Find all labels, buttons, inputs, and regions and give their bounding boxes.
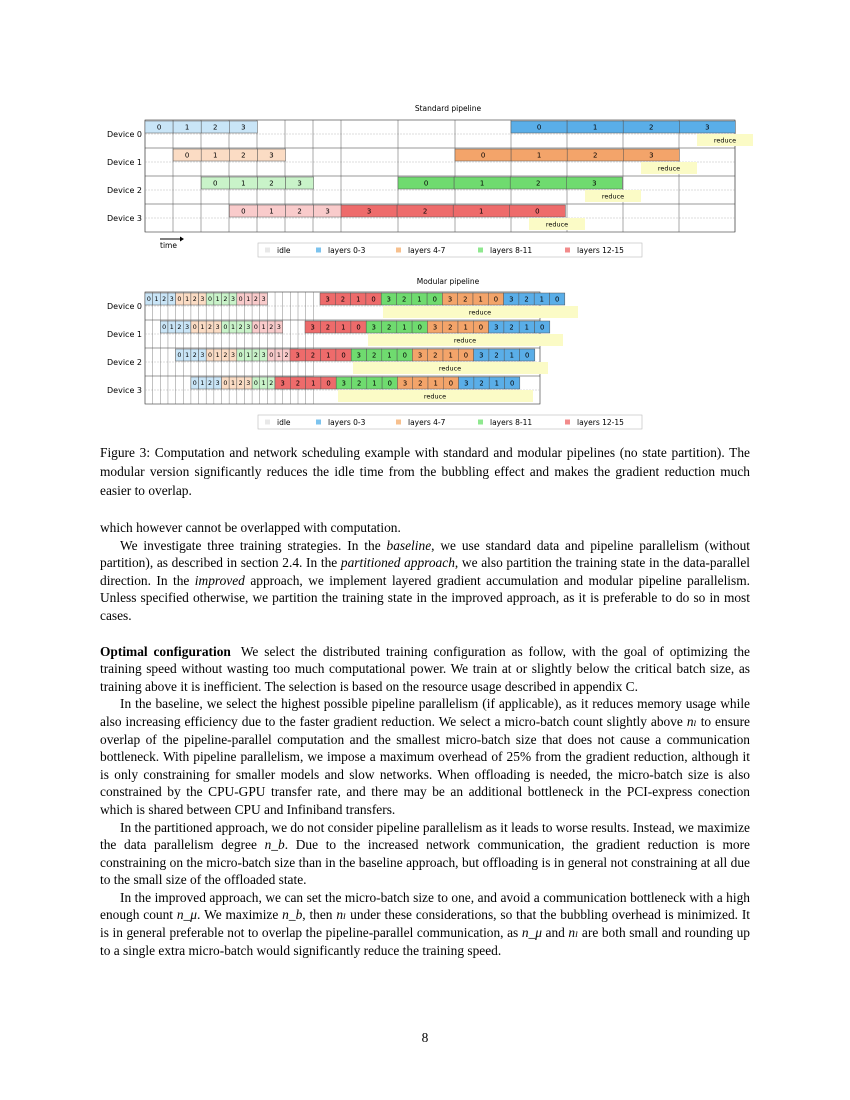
mod-forward-cell-label: 3 [246,380,251,388]
mod-device-label: Device 1 [107,330,142,339]
legend-label: idle [277,418,291,427]
mod-backward-cell-label: 0 [448,379,454,388]
legend-label: layers 8-11 [490,418,533,427]
mod-forward-cell-label: 1 [154,296,159,304]
mod-forward-cell-label: 0 [162,324,167,332]
mod-forward-cell-label: 2 [238,324,243,332]
std-backward-cell-label: 2 [649,123,654,132]
paragraph-strategies: We investigate three training strategies. In the baseline, we use standard data and pipeline parallelism (without partition), as described in section 2.4. In the partitioned approach, we also partition the training state in the data-parallel direction. In the improved approach, we implement layered gradient accumulation and modular pipeline parallelism. Unless specified otherwise, we partition the training state in the improved approach, as it is preferable to do so in most cases. [100,537,750,623]
paragraph-improved: In the improved approach, we can set the micro-batch size to one, and avoid a communication bottleneck with a high enough count n_μ. We maximize n_b, then nₗ under these considerations, so that the bubbling overhead is minimized. It is in general preferable not to overlap the pipeline-parallel communication, as n_μ and nₗ are both small and rounding up to a single extra micro-batch would significantly reduce the training speed. [100,889,751,958]
std-reduce-label: reduce [601,192,625,201]
mod-forward-cell-label: 2 [253,296,258,304]
mod-forward-cell-label: 2 [177,324,182,332]
legend-swatch [565,420,570,425]
mod-forward-cell-label: 1 [276,352,281,360]
std-backward-cell-label: 3 [649,151,654,160]
std-device-label: Device 0 [107,130,142,139]
figure-caption [100,443,750,500]
std-forward-cell-label: 3 [325,207,330,216]
standard-pipeline-chart [107,104,753,257]
mod-backward-cell-label: 1 [311,379,316,388]
mod-backward-cell-label: 2 [524,295,529,304]
mod-backward-cell-label: 3 [479,351,484,360]
paragraph-heading: Optimal configuration [100,643,231,659]
mod-backward-cell-label: 1 [539,295,545,304]
mod-backward-cell-label: 0 [524,351,530,360]
mod-backward-cell-label: 1 [387,351,392,360]
mod-forward-cell-label: 3 [276,324,281,332]
mod-backward-cell-label: 0 [402,351,407,360]
mod-backward-cell-label: 2 [386,323,392,332]
std-backward-cell-label: 0 [536,123,542,132]
std-forward-cell-label: 0 [184,151,190,160]
std-forward-cell-label: 2 [213,123,218,132]
mod-forward-cell-label: 0 [253,324,258,332]
mod-backward-cell-label: 2 [356,379,362,388]
std-forward-cell-label: 3 [297,179,302,188]
mod-forward-cell-label: 3 [261,296,266,304]
std-reduce-label: reduce [545,220,569,229]
mod-backward-cell-label: 3 [341,379,347,388]
mod-forward-cell-label: 2 [192,352,197,360]
std-reduce-label: reduce [713,136,737,145]
std-forward-cell-label: 2 [297,207,302,216]
time-label: time [160,241,177,250]
mod-forward-cell-label: 2 [238,380,243,388]
mod-forward-cell-label: 3 [169,296,174,304]
mod-reduce-label: reduce [438,364,462,373]
mod-forward-cell-label: 2 [223,296,228,304]
std-backward-cell-label: 3 [705,123,710,132]
mod-forward-cell-label: 0 [223,380,228,388]
mod-backward-cell-label: 1 [463,323,468,332]
legend-label: layers 4-7 [408,246,446,255]
paragraph-partitioned: In the partitioned approach, we do not consider pipeline parallelism as it leads to worse results. Instead, we maximize the data parallelism degree n_b. Due to the increased network communication, the gradient reduction is more constraining on the micro-batch size than in the baseline approach, but offloading is in general not constraining at all due to the small size of the offloaded state. [100,819,750,888]
legend-swatch [316,248,321,253]
mod-backward-cell-label: 3 [280,379,285,388]
mod-backward-cell-label: 0 [554,295,560,304]
mod-backward-cell-label: 2 [494,351,499,360]
mod-forward-cell-label: 1 [230,324,235,332]
mod-forward-cell-label: 0 [253,380,258,388]
mod-forward-cell-label: 3 [246,324,251,332]
mod-forward-cell-label: 2 [284,352,289,360]
mod-backward-cell-label: 2 [295,379,301,388]
mod-forward-cell-label: 2 [253,352,258,360]
std-backward-cell-label: 0 [480,151,486,160]
mod-backward-cell-label: 3 [432,323,438,332]
std-backward-cell-label: 2 [422,207,428,216]
legend-swatch [265,248,270,253]
math-n-b: n_b [264,837,285,853]
mod-device-label: Device 2 [107,358,142,367]
legend-label: layers 0-3 [328,418,366,427]
mod-forward-cell-label: 0 [192,324,197,332]
mod-forward-cell-label: 2 [192,296,197,304]
mod-backward-cell-label: 2 [401,295,407,304]
mod-backward-cell-label: 1 [341,323,346,332]
mod-backward-cell-label: 1 [417,295,422,304]
mod-forward-cell-label: 1 [185,296,190,304]
mod-backward-cell-label: 2 [463,295,468,304]
figure-number-label: Figure 3: [100,445,151,460]
mod-forward-cell-label: 0 [238,352,243,360]
paragraph-baseline: In the baseline, we select the highest possible pipeline parallelism (if applicable), as it reduces memory usage while also increasing efficiency due to the faster gradient reduction. We select a micro-batch count slightly above nₗ to ensure overlap of the pipeline-parallel computation and the smallest micro-batch size that does not cause a communication bottleneck. With pipeline parallelism, we impose a maximum overhead of 25% from the gradient reduction, although it is only constraining for smaller models and slow networks. When offloading is needed, the micro-batch size is also constrained by the CPU-GPU transfer rate, and there may be an additional bottleneck in the PCI-express conection which is shared between CPU and Infiniband transfers. [100,696,751,817]
mod-backward-cell-label: 1 [509,351,515,360]
mod-backward-cell-label: 3 [417,351,423,360]
mod-forward-cell-label: 1 [185,352,190,360]
mod-backward-cell-label: 3 [509,295,514,304]
modular-pipeline-title: Modular pipeline [416,277,480,286]
standard-legend [258,243,642,257]
math-n-mu: n_μ [176,907,197,923]
legend-swatch [265,420,270,425]
std-forward-cell-label: 1 [241,179,246,188]
figure-3 [0,0,850,440]
mod-backward-cell-label: 2 [448,323,453,332]
mod-backward-cell-label: 2 [433,351,438,360]
mod-forward-cell-label: 3 [185,324,190,332]
mod-backward-cell-label: 0 [432,295,437,304]
legend-label: layers 12-15 [577,418,624,427]
mod-forward-cell-label: 1 [200,380,205,388]
mod-forward-cell-label: 0 [192,380,197,388]
term-partitioned: partitioned approach [340,555,455,571]
mod-backward-cell-label: 3 [402,379,408,388]
legend-swatch [478,248,483,253]
mod-forward-cell-label: 1 [261,380,266,388]
std-forward-cell-label: 1 [213,151,218,160]
modular-pipeline-chart [107,277,642,429]
std-forward-cell-label: 3 [241,123,246,132]
std-device-label: Device 2 [107,186,142,195]
legend-swatch [396,420,401,425]
math-n-l: nₗ [686,713,697,729]
mod-backward-cell-label: 3 [386,295,392,304]
std-backward-cell-label: 0 [423,179,429,188]
mod-backward-cell-label: 1 [356,295,361,304]
std-forward-cell-label: 1 [184,123,190,132]
legend-swatch [478,420,483,425]
time-arrow-head [180,237,184,242]
mod-backward-cell-label: 1 [494,379,500,388]
math-n-mu: n_μ [521,925,542,941]
legend-swatch [565,248,570,253]
mod-backward-cell-label: 0 [539,323,545,332]
standard-pipeline-title: Standard pipeline [414,104,482,113]
mod-backward-cell-label: 0 [341,351,346,360]
mod-forward-cell-label: 0 [177,296,182,304]
mod-backward-cell-label: 3 [494,323,499,332]
mod-backward-cell-label: 3 [325,295,330,304]
mod-forward-cell-label: 0 [146,296,151,304]
mod-device-label: Device 0 [107,302,142,311]
mod-forward-cell-label: 1 [200,324,205,332]
mod-backward-cell-label: 1 [372,379,377,388]
mod-backward-cell-label: 0 [371,295,376,304]
body-text [100,519,750,959]
mod-backward-cell-label: 1 [433,379,438,388]
std-backward-cell-label: 1 [536,151,542,160]
std-backward-cell-label: 1 [479,179,485,188]
mod-forward-cell-label: 3 [215,324,220,332]
mod-backward-cell-label: 3 [310,323,315,332]
mod-forward-cell-label: 2 [223,352,228,360]
mod-forward-cell-label: 2 [208,380,213,388]
std-reduce-label: reduce [657,164,681,173]
mod-forward-cell-label: 3 [230,352,235,360]
mod-forward-cell-label: 0 [223,324,228,332]
paragraph-continuation: which however cannot be overlapped with computation. [100,520,401,535]
page-number: 8 [421,1030,429,1045]
mod-backward-cell-label: 3 [371,323,377,332]
mod-forward-cell-label: 1 [261,324,266,332]
paragraph-optimal-configuration: Optimal configuration We select the distributed training configuration as follow, with the goal of optimizing the training speed without wasting too much computational power. We train at or slightly below the critical batch size, as training above it is inefficient. The selection is based on the resource usage described in appendix C. [100,643,750,694]
mod-backward-cell-label: 2 [371,351,377,360]
mod-backward-cell-label: 3 [464,379,469,388]
mod-reduce-label: reduce [453,336,477,345]
legend-label: layers 8-11 [490,246,533,255]
legend-label: layers 0-3 [328,246,366,255]
mod-backward-cell-label: 1 [402,323,407,332]
mod-backward-cell-label: 2 [509,323,514,332]
mod-backward-cell-label: 0 [463,351,469,360]
std-forward-cell-label: 0 [213,179,218,188]
mod-forward-cell-label: 1 [215,296,220,304]
mod-forward-cell-label: 2 [162,296,167,304]
std-device-label: Device 3 [107,214,142,223]
std-forward-cell-label: 3 [269,151,274,160]
mod-backward-cell-label: 3 [447,295,453,304]
mod-backward-cell-label: 1 [478,295,483,304]
mod-backward-cell-label: 2 [418,379,423,388]
mod-forward-cell-label: 2 [269,380,274,388]
mod-backward-cell-label: 0 [417,323,422,332]
mod-forward-cell-label: 0 [269,352,274,360]
mod-forward-cell-label: 1 [230,380,235,388]
mod-reduce-label: reduce [468,308,492,317]
std-forward-cell-label: 1 [269,207,274,216]
mod-forward-cell-label: 0 [177,352,182,360]
figure-caption-text: Computation and network scheduling example with standard and modular pipelines (no state partition). The modular version significantly reduces the idle time from the bubbling effect and makes the gradient reduction much easier to overlap. [100,445,750,498]
std-backward-cell-label: 2 [536,179,541,188]
mod-backward-cell-label: 0 [356,323,361,332]
legend-label: layers 4-7 [408,418,446,427]
legend-label: idle [277,246,291,255]
std-device-label: Device 1 [107,158,142,167]
mod-forward-cell-label: 3 [230,296,235,304]
mod-reduce-label: reduce [423,392,447,401]
std-forward-cell-label: 2 [241,151,246,160]
mod-forward-cell-label: 0 [238,296,243,304]
mod-backward-cell-label: 3 [295,351,300,360]
legend-swatch [316,420,321,425]
mod-forward-cell-label: 3 [200,352,205,360]
mod-backward-cell-label: 3 [356,351,362,360]
mod-backward-cell-label: 2 [479,379,484,388]
mod-backward-cell-label: 0 [387,379,392,388]
legend-swatch [396,248,401,253]
mod-forward-cell-label: 2 [269,324,274,332]
math-n-l: nₗ [568,925,579,941]
mod-forward-cell-label: 3 [215,380,220,388]
mod-forward-cell-label: 1 [169,324,174,332]
mod-forward-cell-label: 1 [246,296,251,304]
modular-legend [258,415,642,429]
std-backward-cell-label: 3 [366,207,372,216]
mod-backward-cell-label: 1 [448,351,453,360]
mod-backward-cell-label: 1 [524,323,530,332]
mod-backward-cell-label: 2 [340,295,346,304]
mod-forward-cell-label: 3 [261,352,266,360]
mod-forward-cell-label: 1 [215,352,220,360]
legend-label: layers 12-15 [577,246,624,255]
std-forward-cell-label: 2 [269,179,274,188]
mod-backward-cell-label: 2 [325,323,331,332]
mod-device-label: Device 3 [107,386,142,395]
mod-backward-cell-label: 2 [310,351,316,360]
std-backward-cell-label: 2 [593,151,598,160]
mod-forward-cell-label: 0 [208,352,213,360]
mod-backward-cell-label: 0 [478,323,484,332]
mod-backward-cell-label: 0 [326,379,331,388]
std-backward-cell-label: 1 [592,123,598,132]
std-backward-cell-label: 1 [479,207,484,216]
std-backward-cell-label: 3 [592,179,597,188]
mod-forward-cell-label: 3 [200,296,205,304]
std-forward-cell-label: 0 [156,123,162,132]
term-baseline: baseline [386,537,432,553]
mod-backward-cell-label: 0 [509,379,515,388]
mod-forward-cell-label: 2 [208,324,213,332]
mod-backward-cell-label: 0 [493,295,499,304]
math-n-l: nₗ [336,907,347,923]
mod-forward-cell-label: 0 [208,296,213,304]
std-backward-cell-label: 0 [535,207,540,216]
mod-backward-cell-label: 1 [326,351,331,360]
term-improved: improved [194,572,245,588]
mod-forward-cell-label: 1 [246,352,251,360]
math-n-b: n_b [282,907,303,923]
std-forward-cell-label: 0 [241,207,246,216]
